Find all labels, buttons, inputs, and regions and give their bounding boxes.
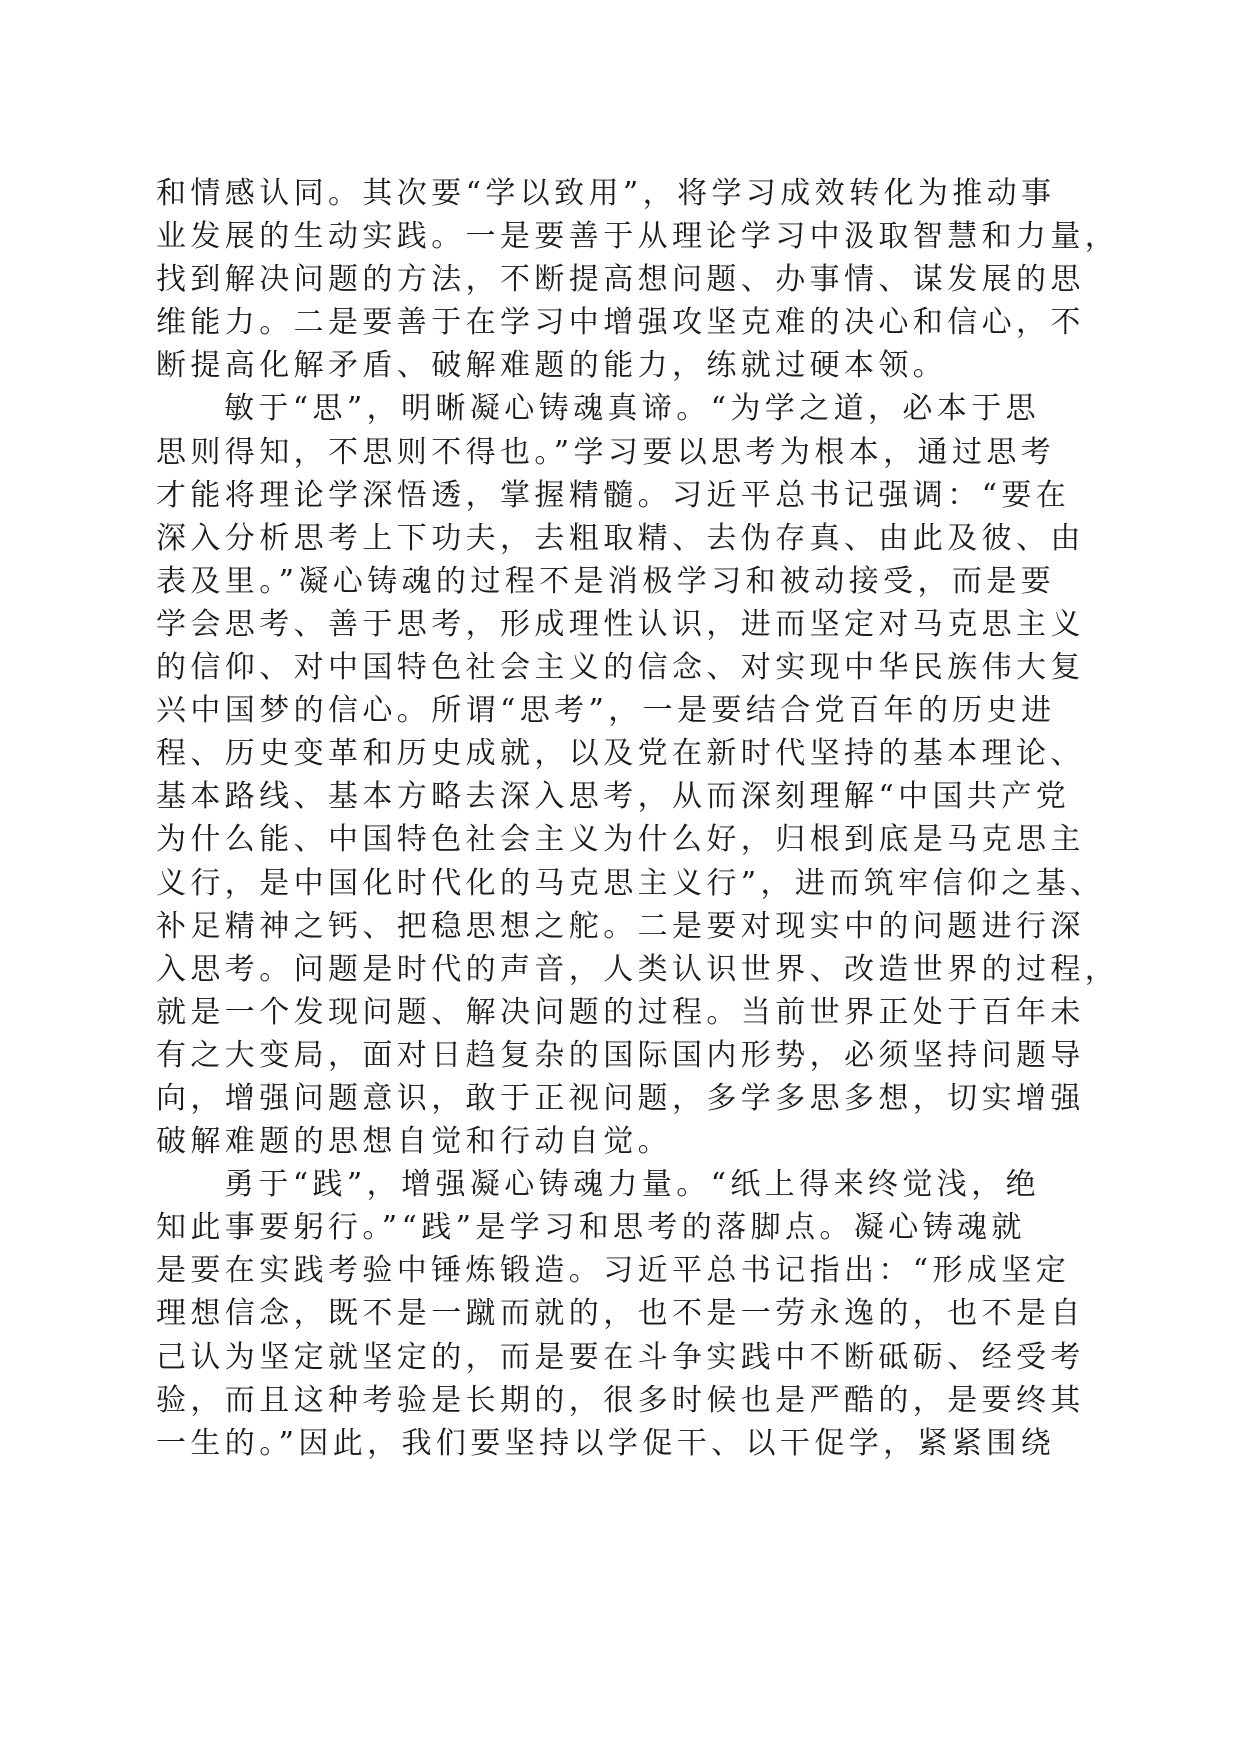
text-line: 的信仰、对中国特色社会主义的信念、对实现中华民族伟大复 xyxy=(156,650,1085,686)
text-line: 思则得知，不思则不得也。”学习要以思考为根本，通过思考 xyxy=(156,434,1056,470)
paragraph-study-continuation xyxy=(156,172,1120,387)
text-line: 勇于“践”，增强凝心铸魂力量。“纸上得来终觉浅，绝 xyxy=(224,1167,1041,1203)
text-line: 维能力。二是要善于在学习中增强攻坚克难的决心和信心，不 xyxy=(156,305,1085,341)
text-line: 程、历史变革和历史成就，以及党在新时代坚持的基本理论、 xyxy=(156,736,1085,772)
text-line: 一生的。”因此，我们要坚持以学促干、以干促学，紧紧围绕 xyxy=(156,1425,1056,1461)
text-line: 就是一个发现问题、解决问题的过程。当前世界正处于百年未 xyxy=(156,994,1085,1030)
text-line: 己认为坚定就坚定的，而是要在斗争实践中不断砥砺、经受考 xyxy=(156,1339,1085,1375)
text-line: 才能将理论学深悟透，掌握精髓。习近平总书记强调：“要在 xyxy=(156,477,1071,513)
text-line: 学会思考、善于思考，形成理性认识，进而坚定对马克思主义 xyxy=(156,606,1085,642)
text-line: 为什么能、中国特色社会主义为什么好，归根到底是马克思主 xyxy=(156,822,1085,858)
text-line: 入思考。问题是时代的声音，人类认识世界、改造世界的过程， xyxy=(156,951,1120,987)
text-line: 是要在实践考验中锤炼锻造。习近平总书记指出：“形成坚定 xyxy=(156,1253,1071,1289)
text-line: 验，而且这种考验是长期的，很多时候也是严酷的，是要终其 xyxy=(156,1382,1085,1418)
paragraph-think xyxy=(156,387,1120,1163)
paragraph-practice xyxy=(156,1163,1086,1465)
text-line: 理想信念，既不是一蹴而就的，也不是一劳永逸的，也不是自 xyxy=(156,1296,1085,1332)
text-line: 基本路线、基本方略去深入思考，从而深刻理解“中国共产党 xyxy=(156,779,1071,815)
text-line: 深入分析思考上下功夫，去粗取精、去伪存真、由此及彼、由 xyxy=(156,520,1085,556)
text-line: 义行，是中国化时代化的马克思主义行”，进而筑牢信仰之基、 xyxy=(156,865,1105,901)
text-line: 找到解决问题的方法，不断提高想问题、办事情、谋发展的思 xyxy=(156,262,1085,298)
text-line: 有之大变局，面对日趋复杂的国际国内形势，必须坚持问题导 xyxy=(156,1037,1085,1073)
text-line: 兴中国梦的信心。所谓“思考”，一是要结合党百年的历史进 xyxy=(156,693,1056,729)
text-line: 敏于“思”，明晰凝心铸魂真谛。“为学之道，必本于思 xyxy=(224,391,1041,427)
text-line: 业发展的生动实践。一是要善于从理论学习中汲取智慧和力量， xyxy=(156,219,1120,255)
text-line: 知此事要躬行。”“践”是学习和思考的落脚点。凝心铸魂就 xyxy=(156,1210,1026,1246)
text-line: 向，增强问题意识，敢于正视问题，多学多思多想，切实增强 xyxy=(156,1080,1085,1116)
text-line: 和情感认同。其次要“学以致用”，将学习成效转化为推动事 xyxy=(156,176,1056,211)
text-line: 表及里。”凝心铸魂的过程不是消极学习和被动接受，而是要 xyxy=(156,563,1056,599)
body-text xyxy=(156,172,1120,1465)
text-line: 断提高化解矛盾、破解难题的能力，练就过硬本领。 xyxy=(156,348,948,384)
text-line: 破解难题的思想自觉和行动自觉。 xyxy=(156,1124,672,1160)
text-line: 补足精神之钙、把稳思想之舵。二是要对现实中的问题进行深 xyxy=(156,908,1085,944)
